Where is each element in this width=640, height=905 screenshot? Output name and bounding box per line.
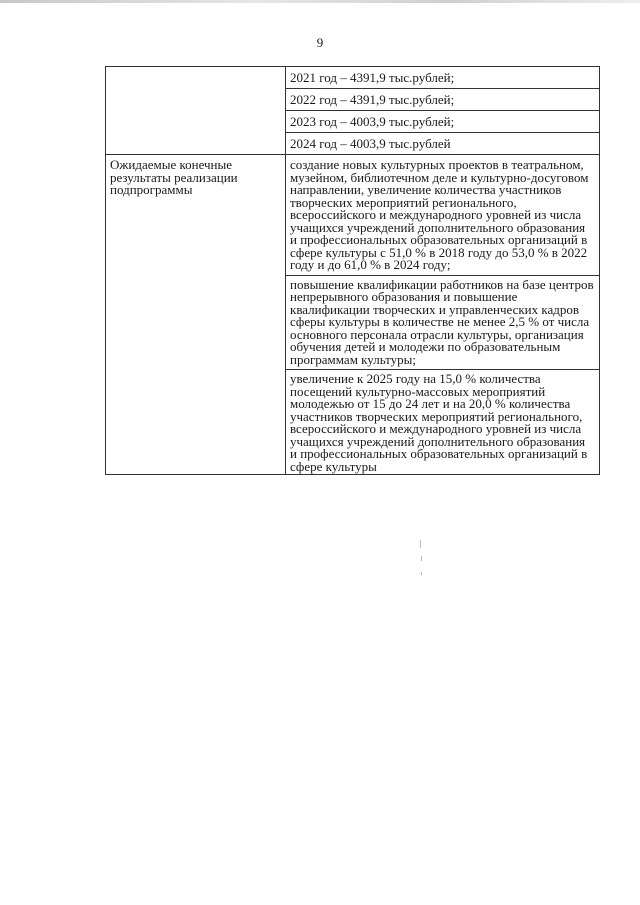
scan-edge: [0, 0, 640, 3]
table-row-results: [106, 155, 600, 475]
result-item-2: повышение квалификации работников на базе центров непрерывного образования и повышение квалификации творческих и управленческих кадров сферы культуры в количестве не менее 2,5 % от числа основного персонала отрасли культуры, организация обучения детей и молодежи по образовательным программам культуры;: [286, 276, 599, 371]
results-values-cell: [286, 155, 600, 475]
page-number: 9: [316, 35, 324, 50]
funding-values-cell: [286, 67, 600, 155]
funding-year-2024: 2024 год – 4003,9 тыс.рублей: [290, 136, 451, 151]
scan-speck: [421, 572, 422, 575]
subprogram-passport-table: [105, 66, 600, 475]
funding-label-cell: [106, 67, 286, 155]
funding-year-2021: 2021 год – 4391,9 тыс.рублей;: [286, 67, 599, 89]
results-label-cell: [106, 155, 286, 475]
funding-year-2023: 2023 год – 4003,9 тыс.рублей;: [286, 111, 599, 133]
scan-speck: [421, 556, 422, 561]
result-item-1: создание новых культурных проектов в театральном, музейном, библиотечном деле и культурно-досуговом направлении, увеличение количества участников творческих мероприятий регионального, всероссийского и международного уровней из числа учащихся учреждений дополнительного образования и профессиональных образовательных организаций в сфере культуры с 51,0 % в 2018 году до 53,0 % в 2022 году и до 61,0 % в 2024 году;: [286, 155, 599, 276]
results-label: Ожидаемые конечные результаты реализации подпрограммы: [110, 157, 238, 197]
result-item-3: увеличение к 2025 году на 15,0 % количества посещений культурно-массовых мероприятий молодежью от 15 до 24 лет и на 20,0 % количества участников творческих мероприятий регионального, всероссийского и международного уровней из числа учащихся учреждений дополнительного образования и профессиональных образовательных организаций в сфере культуры: [290, 371, 588, 474]
scan-speck: [420, 540, 421, 548]
table-row-funding: [106, 67, 600, 155]
funding-year-2022: 2022 год – 4391,9 тыс.рублей;: [286, 89, 599, 111]
